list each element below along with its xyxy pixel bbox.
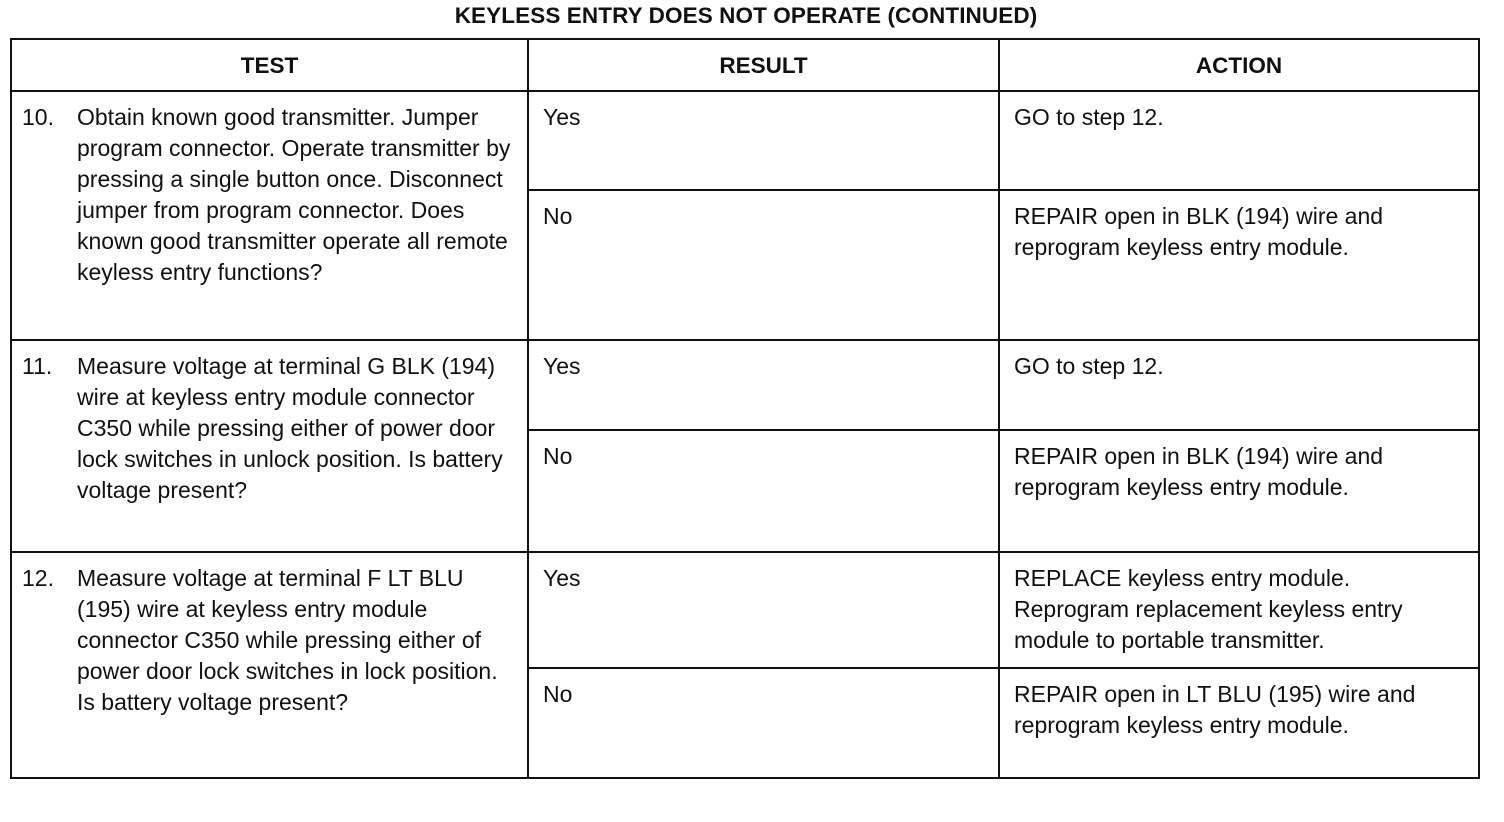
step-test-text: Measure voltage at terminal F LT BLU (195) wire at keyless entry module connector C350 while pressing either of power door lock switches in lock position. Is battery voltage present? — [77, 565, 498, 715]
result-cell: Yes — [528, 552, 999, 668]
result-cell: Yes — [528, 340, 999, 430]
step-number: 12. — [22, 565, 54, 591]
action-cell: REPAIR open in BLK (194) wire and reprogram keyless entry module. — [999, 190, 1479, 340]
action-cell: GO to step 12. — [999, 340, 1479, 430]
result-cell: Yes — [528, 91, 999, 190]
step-number: 11. — [22, 353, 53, 379]
table-row — [11, 91, 1479, 190]
test-cell-step-12 — [11, 552, 528, 778]
step-test-text: Measure voltage at terminal G BLK (194) wire at keyless entry module connector C350 while pressing either of power door lock switches in unlock position. Is battery voltage present? — [77, 353, 503, 503]
table-row — [11, 552, 1479, 668]
page-title: KEYLESS ENTRY DOES NOT OPERATE (CONTINUED) — [454, 3, 1038, 28]
table-row — [11, 340, 1479, 430]
result-cell: No — [528, 430, 999, 552]
action-cell: REPAIR open in BLK (194) wire and reprogram keyless entry module. — [999, 430, 1479, 552]
action-cell: REPLACE keyless entry module. Reprogram replacement keyless entry module to portable transmitter. — [999, 552, 1479, 668]
step-number: 10. — [22, 104, 54, 130]
result-cell: No — [528, 668, 999, 778]
column-header-result: RESULT — [528, 39, 999, 91]
step-test-text: Obtain known good transmitter. Jumper program connector. Operate transmitter by pressing a single button once. Disconnect jumper from program connector. Does known good transmitter operate all remote keyless entry functions? — [77, 104, 511, 285]
table-header-row — [11, 39, 1479, 91]
test-cell-step-11 — [11, 340, 528, 552]
test-cell-step-10 — [11, 91, 528, 340]
action-cell: REPAIR open in LT BLU (195) wire and reprogram keyless entry module. — [999, 668, 1479, 778]
column-header-action: ACTION — [999, 39, 1479, 91]
diagnostic-table — [10, 38, 1480, 779]
result-cell: No — [528, 190, 999, 340]
column-header-test: TEST — [11, 39, 528, 91]
action-cell: GO to step 12. — [999, 91, 1479, 190]
